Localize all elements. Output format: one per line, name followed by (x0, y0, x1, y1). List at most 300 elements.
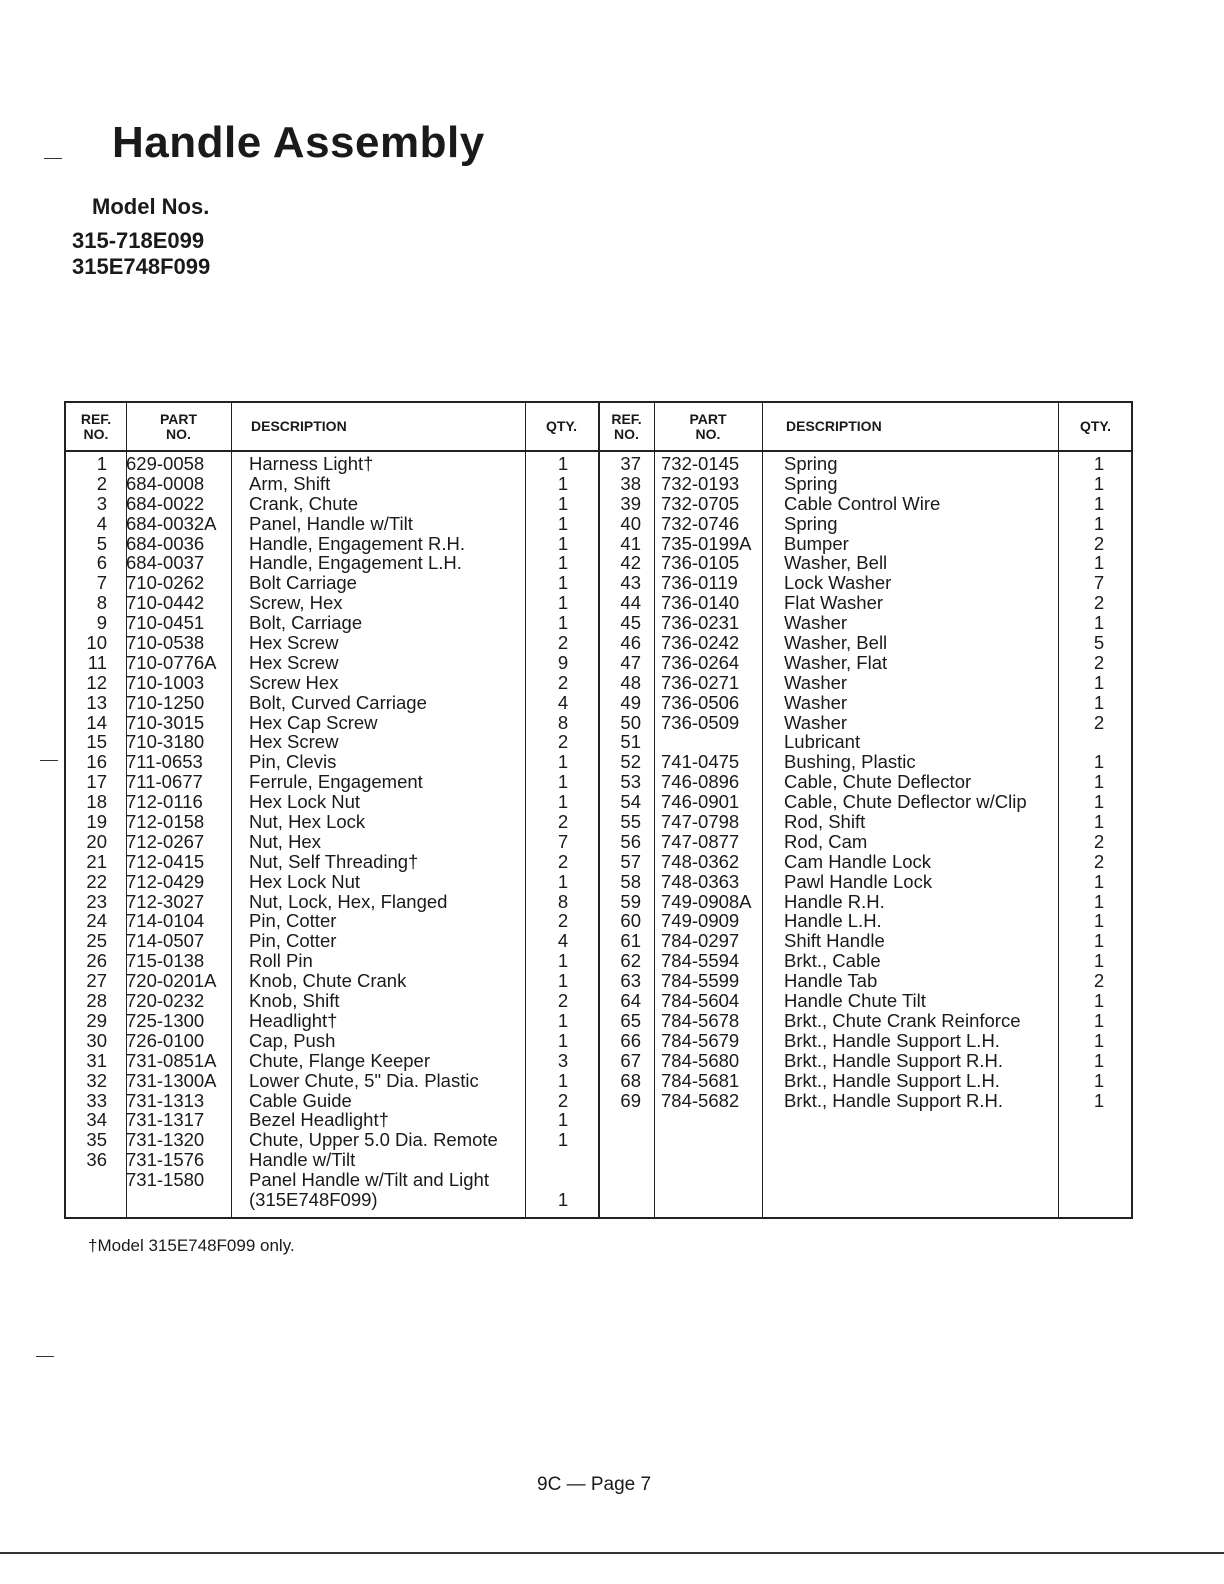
description: Bezel Headlight† (249, 1109, 389, 1131)
ref-no: 5 (96, 532, 107, 554)
description: Lock Washer (784, 572, 892, 594)
description: Headlight† (249, 1009, 338, 1031)
part-no: 736-0509 (661, 711, 740, 733)
part-no: 684-0036 (126, 532, 205, 554)
description: Brkt., Cable (784, 950, 881, 972)
ref-no: 44 (620, 592, 641, 614)
part-no: 712-0158 (126, 811, 205, 833)
ref-no: 37 (620, 453, 641, 474)
table-row (66, 732, 1131, 752)
ref-no: 6 (96, 552, 107, 574)
description: Cable Control Wire (784, 492, 941, 514)
part-no: 712-0267 (126, 830, 205, 852)
description: Arm, Shift (249, 472, 331, 494)
ref-no: 68 (620, 1069, 641, 1091)
part-no: 749-0909 (661, 910, 740, 932)
ref-no: 53 (620, 771, 641, 793)
description: Washer, Bell (784, 632, 888, 654)
qty: 1 (1093, 1009, 1105, 1031)
description: Washer, Bell (784, 552, 888, 574)
table-row (66, 633, 1131, 653)
ref-no: 29 (86, 1009, 107, 1031)
ref-no: 35 (86, 1129, 107, 1151)
ref-no: 40 (620, 512, 641, 534)
qty: 2 (1093, 592, 1105, 614)
description: Knob, Shift (249, 990, 340, 1012)
qty: 1 (1093, 612, 1105, 634)
qty: 1 (557, 751, 569, 773)
qty: 1 (1093, 990, 1105, 1012)
qty: 1 (557, 612, 569, 634)
table-row (66, 534, 1131, 554)
ref-no: 60 (620, 910, 641, 932)
part-no: 712-0429 (126, 870, 205, 892)
ref-no: 15 (86, 731, 107, 753)
description: Shift Handle (784, 930, 885, 952)
description: Flat Washer (784, 592, 884, 614)
description: Rod, Shift (784, 811, 866, 833)
table-row (66, 852, 1131, 872)
margin-mark (40, 760, 58, 761)
part-no: 720-0201A (126, 970, 217, 992)
part-no: 731-1576 (126, 1149, 205, 1171)
part-no: 731-1300A (126, 1069, 217, 1091)
ref-no: 62 (620, 950, 641, 972)
qty: 1 (557, 950, 569, 972)
qty: 1 (557, 492, 569, 514)
table-row (66, 931, 1131, 951)
description: Cap, Push (249, 1029, 336, 1051)
description: Hex Screw (249, 731, 339, 753)
table-row (66, 872, 1131, 892)
description: Cam Handle Lock (784, 850, 932, 872)
qty: 1 (1093, 870, 1105, 892)
ref-no: 50 (620, 711, 641, 733)
qty: 1 (557, 1109, 569, 1131)
ref-no: 1 (96, 453, 107, 474)
description: Ferrule, Engagement (249, 771, 423, 793)
model-number: 315-718E099 (72, 228, 205, 253)
description: Pin, Cotter (249, 930, 337, 952)
table-row (66, 1051, 1131, 1071)
table-row (66, 494, 1131, 514)
header-qty: QTY. (545, 418, 578, 434)
ref-no: 59 (620, 890, 641, 912)
table-row (66, 454, 1131, 474)
part-no: 720-0232 (126, 990, 205, 1012)
ref-no: 66 (620, 1029, 641, 1051)
ref-no: 36 (86, 1149, 107, 1171)
qty: 2 (557, 910, 569, 932)
description: Washer (784, 612, 848, 634)
part-no: 710-0262 (126, 572, 205, 594)
part-no: 710-0538 (126, 632, 205, 654)
ref-no: 56 (620, 830, 641, 852)
qty: 1 (1093, 512, 1105, 534)
part-no: 784-5681 (661, 1069, 740, 1091)
ref-no: 22 (86, 870, 107, 892)
description: Handle Chute Tilt (784, 990, 926, 1012)
description: Nut, Self Threading† (249, 850, 419, 872)
part-no: 736-0242 (661, 632, 740, 654)
ref-no: 49 (620, 691, 641, 713)
part-no: 748-0362 (661, 850, 740, 872)
description: Spring (784, 453, 838, 474)
description: Rod, Cam (784, 830, 868, 852)
qty: 2 (557, 811, 569, 833)
ref-no: 18 (86, 791, 107, 813)
qty: 8 (557, 890, 569, 912)
part-no: 746-0896 (661, 771, 740, 793)
qty: 2 (557, 671, 569, 693)
ref-no: 32 (86, 1069, 107, 1091)
header-description: DESCRIPTION (251, 418, 347, 434)
description: Lower Chute, 5" Dia. Plastic (249, 1069, 479, 1091)
table-row (66, 1190, 1131, 1210)
qty: 1 (1093, 492, 1105, 514)
ref-no: 31 (86, 1049, 107, 1071)
part-no: 732-0145 (661, 453, 740, 474)
ref-no: 9 (96, 612, 107, 634)
description: Washer (784, 671, 848, 693)
description: Handle Tab (784, 970, 878, 992)
description: Bolt Carriage (249, 572, 357, 594)
table-row (66, 713, 1131, 733)
qty: 7 (557, 830, 569, 852)
ref-no: 20 (86, 830, 107, 852)
description: Cable, Chute Deflector w/Clip (784, 791, 1027, 813)
ref-no: 28 (86, 990, 107, 1012)
qty: 1 (557, 1069, 569, 1091)
description: Bolt, Carriage (249, 612, 363, 634)
table-row (66, 613, 1131, 633)
qty: 1 (557, 1188, 569, 1210)
header-rule (66, 450, 1131, 452)
part-no: 715-0138 (126, 950, 205, 972)
description: Screw Hex (249, 671, 339, 693)
part-no: 731-1320 (126, 1129, 205, 1151)
ref-no: 25 (86, 930, 107, 952)
part-no: 784-5678 (661, 1009, 740, 1031)
qty: 4 (557, 930, 569, 952)
description: Pin, Clevis (249, 751, 337, 773)
qty: 1 (1093, 1029, 1105, 1051)
table-row (66, 892, 1131, 912)
table-row (66, 553, 1131, 573)
description: Hex Lock Nut (249, 791, 361, 813)
description: Panel, Handle w/Tilt (249, 512, 413, 534)
header-part-no: PART NO. (689, 410, 727, 442)
qty: 1 (1093, 552, 1105, 574)
part-no: 712-0415 (126, 850, 205, 872)
part-no: 714-0104 (126, 910, 205, 932)
table-row (66, 1150, 1131, 1170)
description: Lubricant (784, 731, 861, 753)
description: Pin, Cotter (249, 910, 337, 932)
table-row (66, 474, 1131, 494)
description: Pawl Handle Lock (784, 870, 933, 892)
qty: 4 (557, 691, 569, 713)
ref-no: 38 (620, 472, 641, 494)
table-row (66, 593, 1131, 613)
part-no: 732-0193 (661, 472, 740, 494)
description: Crank, Chute (249, 492, 358, 514)
part-no: 712-0116 (126, 791, 203, 813)
part-no: 711-0677 (126, 771, 203, 793)
part-no: 710-3015 (126, 711, 205, 733)
ref-no: 43 (620, 572, 641, 594)
description: Chute, Flange Keeper (249, 1049, 431, 1071)
qty: 1 (1093, 751, 1105, 773)
table-row (66, 951, 1131, 971)
ref-no: 39 (620, 492, 641, 514)
ref-no: 51 (620, 731, 641, 753)
table-row (66, 792, 1131, 812)
description: Handle, Engagement L.H. (249, 552, 462, 574)
qty: 2 (1093, 651, 1105, 673)
ref-no: 63 (620, 970, 641, 992)
part-no: 629-0058 (126, 453, 205, 474)
ref-no: 57 (620, 850, 641, 872)
ref-no: 41 (620, 532, 641, 554)
qty: 2 (1093, 850, 1105, 872)
header-part-no: PART NO. (159, 410, 198, 442)
ref-no: 64 (620, 990, 641, 1012)
description: Washer (784, 711, 848, 733)
table-row (66, 911, 1131, 931)
part-no: 731-0851A (126, 1049, 217, 1071)
ref-no: 17 (86, 771, 107, 793)
ref-no: 61 (620, 930, 641, 952)
description: Nut, Hex (249, 830, 321, 852)
table-row (66, 1071, 1131, 1091)
ref-no: 48 (620, 671, 641, 693)
qty: 1 (557, 791, 569, 813)
ref-no: 27 (86, 970, 107, 992)
part-no: 731-1313 (126, 1089, 205, 1111)
qty: 1 (1093, 1069, 1105, 1091)
qty: 2 (1093, 830, 1105, 852)
description: Hex Lock Nut (249, 870, 361, 892)
part-no: 747-0798 (661, 811, 740, 833)
ref-no: 7 (96, 572, 107, 594)
part-no: 736-0105 (661, 552, 740, 574)
qty: 1 (557, 532, 569, 554)
description: Handle R.H. (784, 890, 885, 912)
ref-no: 21 (86, 850, 107, 872)
ref-no: 69 (620, 1089, 641, 1111)
part-no: 726-0100 (126, 1029, 205, 1051)
qty: 2 (557, 850, 569, 872)
qty: 1 (557, 453, 569, 474)
part-no: 684-0032A (126, 512, 217, 534)
ref-no: 30 (86, 1029, 107, 1051)
description: Handle, Engagement R.H. (249, 532, 465, 554)
qty: 1 (1093, 453, 1105, 474)
part-no: 784-0297 (661, 930, 740, 952)
qty: 1 (557, 870, 569, 892)
part-no: 784-5604 (661, 990, 740, 1012)
description: Washer, Flat (784, 651, 888, 673)
description: Panel Handle w/Tilt and Light (249, 1169, 489, 1191)
qty: 1 (557, 1129, 569, 1151)
description: Bushing, Plastic (784, 751, 916, 773)
model-numbers-label: Model Nos. (92, 194, 210, 219)
part-no: 735-0199A (661, 532, 752, 554)
ref-no: 58 (620, 870, 641, 892)
description: (315E748F099) (249, 1188, 378, 1210)
ref-no: 11 (87, 651, 107, 673)
table-row (66, 971, 1131, 991)
part-no: 736-0119 (661, 572, 738, 594)
part-no: 712-3027 (126, 890, 205, 912)
qty: 1 (1093, 771, 1105, 793)
ref-no: 33 (86, 1089, 107, 1111)
description: Brkt., Handle Support L.H. (784, 1069, 1000, 1091)
header-ref-no: REF. NO. (80, 410, 112, 442)
part-no: 736-0264 (661, 651, 740, 673)
footnote: †Model 315E748F099 only. (88, 1236, 295, 1255)
qty: 1 (1093, 691, 1105, 713)
table-row (66, 673, 1131, 693)
part-no: 784-5682 (661, 1089, 740, 1111)
ref-no: 14 (86, 711, 107, 733)
qty: 1 (557, 512, 569, 534)
table-row (66, 1091, 1131, 1111)
part-no: 749-0908A (661, 890, 752, 912)
table-row (66, 573, 1131, 593)
part-no: 736-0506 (661, 691, 740, 713)
ref-no: 67 (620, 1049, 641, 1071)
table-row (66, 991, 1131, 1011)
ref-no: 42 (620, 552, 641, 574)
qty: 1 (557, 592, 569, 614)
part-no: 725-1300 (126, 1009, 205, 1031)
header-ref-no: REF. NO. (611, 410, 642, 442)
description: Hex Screw (249, 632, 339, 654)
ref-no: 16 (86, 751, 107, 773)
description: Knob, Chute Crank (249, 970, 407, 992)
description: Spring (784, 512, 838, 534)
qty: 1 (1093, 950, 1105, 972)
ref-no: 54 (620, 791, 641, 813)
qty: 2 (1093, 970, 1105, 992)
table-row (66, 1110, 1131, 1130)
ref-no: 8 (96, 592, 107, 614)
table-row (66, 772, 1131, 792)
ref-no: 23 (86, 890, 107, 912)
table-row (66, 812, 1131, 832)
qty: 1 (557, 970, 569, 992)
model-number: 315E748F099 (72, 254, 211, 279)
table-row (66, 1130, 1131, 1150)
ref-no: 34 (86, 1109, 107, 1131)
description: Brkt., Chute Crank Reinforce (784, 1009, 1021, 1031)
ref-no: 24 (86, 910, 107, 932)
part-no: 731-1580 (126, 1169, 205, 1191)
parts-rows (66, 454, 1131, 1210)
part-no: 784-5680 (661, 1049, 740, 1071)
part-no: 710-0451 (126, 612, 205, 634)
part-no: 710-1003 (126, 671, 205, 693)
part-no: 741-0475 (661, 751, 740, 773)
description: Brkt., Handle Support R.H. (784, 1089, 1004, 1111)
qty: 2 (1093, 711, 1105, 733)
description: Handle L.H. (784, 910, 882, 932)
ref-no: 45 (620, 612, 641, 634)
description: Screw, Hex (249, 592, 343, 614)
ref-no: 3 (96, 492, 107, 514)
qty: 7 (1093, 572, 1105, 594)
table-row (66, 832, 1131, 852)
part-no: 736-0271 (661, 671, 740, 693)
qty: 1 (1093, 1049, 1105, 1071)
margin-mark (44, 158, 62, 159)
description: Roll Pin (249, 950, 313, 972)
part-no: 684-0037 (126, 552, 205, 574)
description: Handle w/Tilt (249, 1149, 356, 1171)
part-no: 784-5679 (661, 1029, 740, 1051)
table-row (66, 1170, 1131, 1190)
table-row (66, 653, 1131, 673)
table-row (66, 1031, 1131, 1051)
part-no: 710-1250 (126, 691, 205, 713)
header-qty: QTY. (1079, 418, 1112, 434)
description: Nut, Lock, Hex, Flanged (249, 890, 448, 912)
ref-no: 10 (86, 632, 107, 654)
description: Brkt., Handle Support R.H. (784, 1049, 1004, 1071)
parts-table (64, 401, 1133, 1219)
ref-no: 55 (620, 811, 641, 833)
ref-no: 19 (86, 811, 107, 833)
qty: 1 (557, 1029, 569, 1051)
qty: 1 (557, 572, 569, 594)
qty: 1 (1093, 890, 1105, 912)
part-no: 748-0363 (661, 870, 740, 892)
description: Harness Light† (249, 453, 374, 474)
ref-no: 52 (620, 751, 641, 773)
margin-mark (36, 1356, 54, 1357)
qty: 1 (1093, 472, 1105, 494)
ref-no: 65 (620, 1009, 641, 1031)
part-no: 711-0653 (126, 751, 203, 773)
part-no: 784-5599 (661, 970, 740, 992)
qty: 1 (557, 552, 569, 574)
qty: 5 (1093, 632, 1105, 654)
ref-no: 2 (96, 472, 107, 494)
part-no: 746-0901 (661, 791, 740, 813)
ref-no: 47 (620, 651, 641, 673)
part-no: 710-3180 (126, 731, 205, 753)
qty: 1 (1093, 791, 1105, 813)
qty: 1 (1093, 930, 1105, 952)
part-no: 732-0705 (661, 492, 740, 514)
header-description: DESCRIPTION (786, 418, 882, 434)
qty: 2 (557, 731, 569, 753)
page-title: Handle Assembly (112, 118, 485, 167)
description: Brkt., Handle Support L.H. (784, 1029, 1000, 1051)
part-no: 736-0231 (661, 612, 740, 634)
qty: 1 (557, 1009, 569, 1031)
part-no: 736-0140 (661, 592, 740, 614)
ref-no: 46 (620, 632, 641, 654)
qty: 2 (557, 990, 569, 1012)
part-no: 784-5594 (661, 950, 740, 972)
qty: 1 (557, 472, 569, 494)
description: Bolt, Curved Carriage (249, 691, 427, 713)
part-no: 684-0022 (126, 492, 205, 514)
description: Nut, Hex Lock (249, 811, 366, 833)
